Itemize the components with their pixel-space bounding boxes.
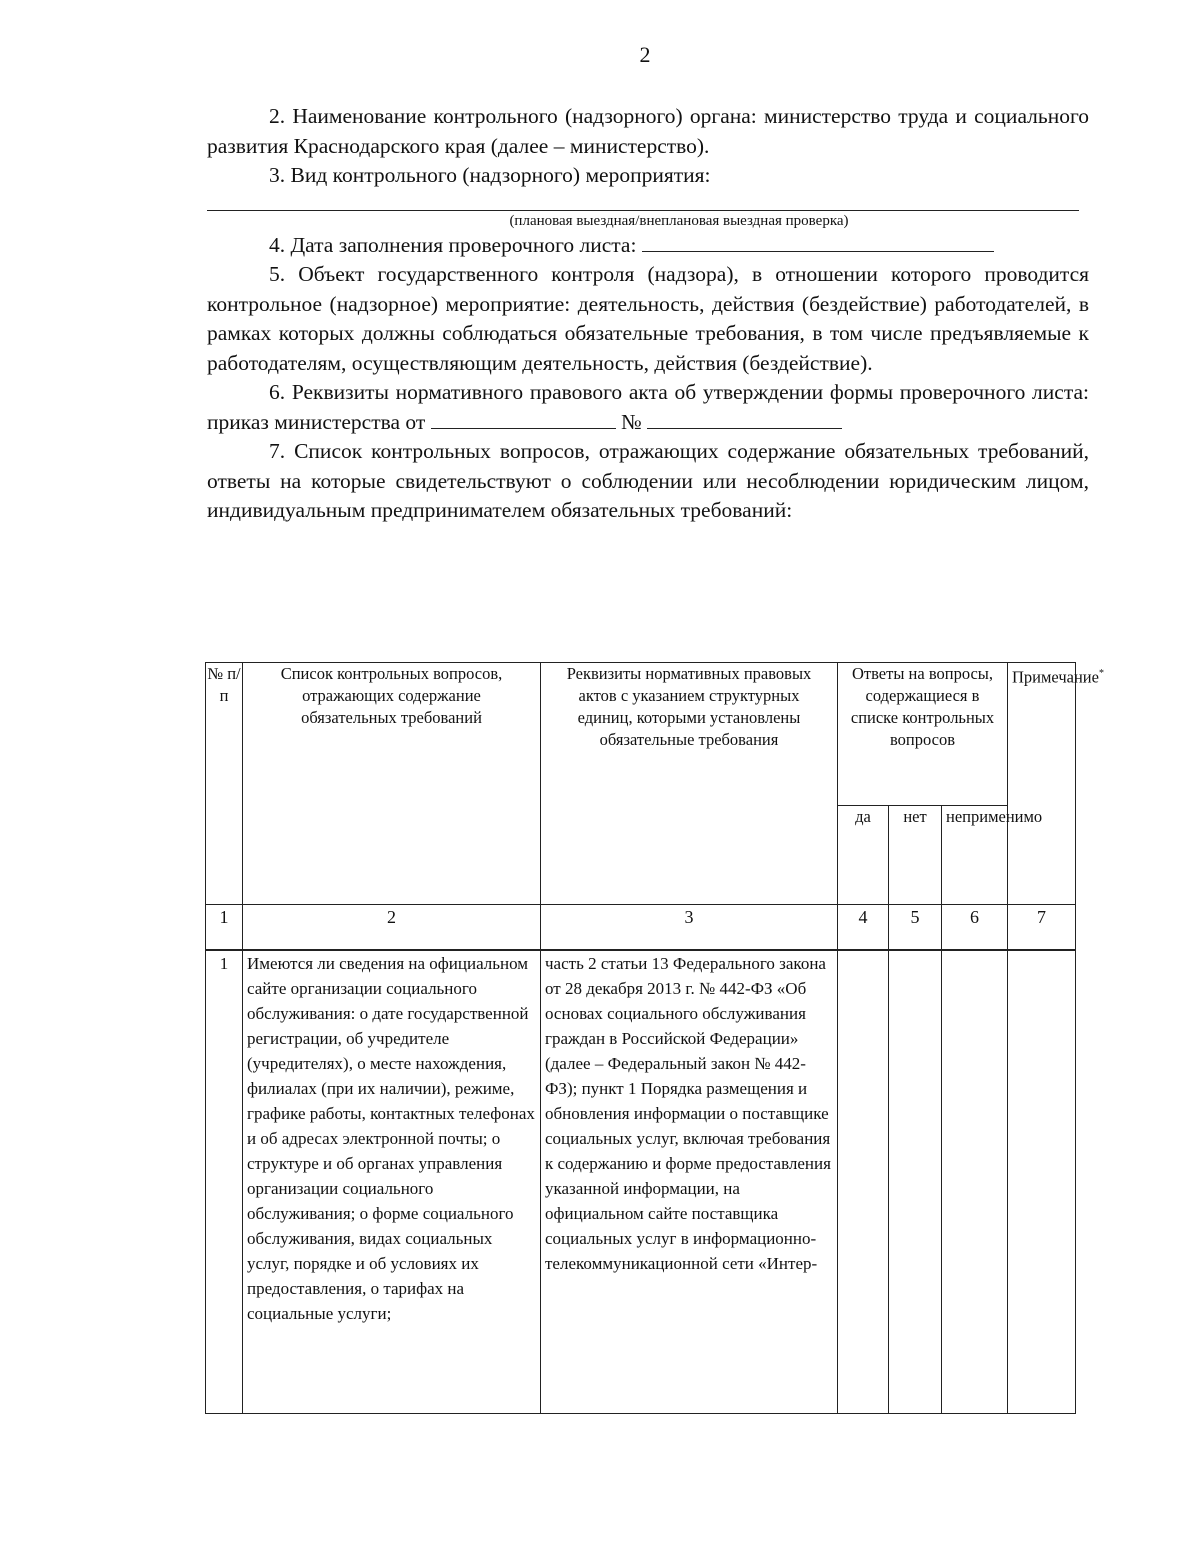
paragraph-4-text: 4. Дата заполнения проверочного листа: [269,232,637,257]
row-num: 1 [206,950,243,1414]
column-number-5: 5 [889,905,942,951]
header-num: № п/п [206,663,243,905]
order-date-blank [431,408,616,429]
paragraph-4 [207,231,1089,261]
paragraph-5: 5. Объект государственного контроля (надзора), в отношении которого проводится контрольное (надзорное) мероприятие: деятельность, действия (бездействие) работодателей, в рамках которых должны соблюдаться обязательные требования, в том числе предъявляемые к работодателям, осуществляющим деятельность, действия (бездействие). [207,262,1089,375]
header-note-text: Примечание [1012,667,1099,687]
row-question: Имеются ли сведения на официальном сайте организации социального обслуживания: о дате государственной регистрации, об учредителе (учредителях), о месте нахождения, филиалах (при их наличии), режиме, графике работы, контактных телефонах и об адресах электронной почты; о структуре и об органах управления организации социального обслуживания; о форме социального обслуживания, видах социальных услуг, порядке и об условиях их предоставления, о тарифах на социальные услуги; [243,950,541,1414]
checklist-table [205,662,1104,1414]
column-number-7: 7 [1008,905,1076,951]
header-na: неприменимо [942,806,1008,905]
header-questions: Список контрольных вопросов, отражающих содержание обязательных требований [243,663,541,905]
paragraph-6-text: 6. Реквизиты нормативного правового акта об утверждении формы проверочного листа: приказ министерства от [207,380,1089,434]
column-number-4: 4 [838,905,889,951]
header-note-mark: * [1098,668,1104,679]
inspection-type-caption: (плановая выездная/внеплановая выездная проверка) [509,212,849,229]
document-body [207,102,1089,526]
header-note [1008,663,1104,905]
table-row [206,950,1076,1414]
paragraph-2: 2. Наименование контрольного (надзорного) органа: министерство труда и социального развития Краснодарского края (далее – министерство). [207,104,1089,158]
order-number-blank [647,408,842,429]
page-number: 2 [639,42,651,67]
header-requisites: Реквизиты нормативных правовых актов с указанием структурных единиц, которыми установлены обязательные требования [541,663,838,905]
row-answer-na[interactable] [942,950,1008,1414]
date-blank [642,231,994,252]
row-note[interactable] [1008,950,1076,1414]
paragraph-6 [207,378,1089,437]
header-no: нет [889,806,942,905]
column-number-3: 3 [541,905,838,951]
column-number-6: 6 [942,905,1008,951]
row-requisite: часть 2 статьи 13 Федерального закона от 28 декабря 2013 г. № 442-ФЗ «Об основах социального обслуживания граждан в Российской Федерации» (далее – Федеральный закон № 442-ФЗ); пункт 1 Порядка размещения и обновления информации о поставщике социальных услуг, включая требования к содержанию и форме предоставления указанной информации, на официальном сайте поставщика социальных услуг в информационно-телекоммуникационной сети «Интер- [541,950,838,1414]
row-answer-yes[interactable] [838,950,889,1414]
row-answer-no[interactable] [889,950,942,1414]
paragraph-7: 7. Список контрольных вопросов, отражающих содержание обязательных требований, ответы на которые свидетельствуют о соблюдении или несоблюдении юридическим лицом, индивидуальным предпринимателем обязательных требований: [207,439,1089,522]
column-number-1: 1 [206,905,243,951]
paragraph-3: 3. Вид контрольного (надзорного) мероприятия: [269,163,711,187]
header-answers: Ответы на вопросы, содержащиеся в списке контрольных вопросов [838,663,1008,806]
column-number-2: 2 [243,905,541,951]
number-sign: № [620,409,642,434]
header-yes: да [838,806,889,905]
